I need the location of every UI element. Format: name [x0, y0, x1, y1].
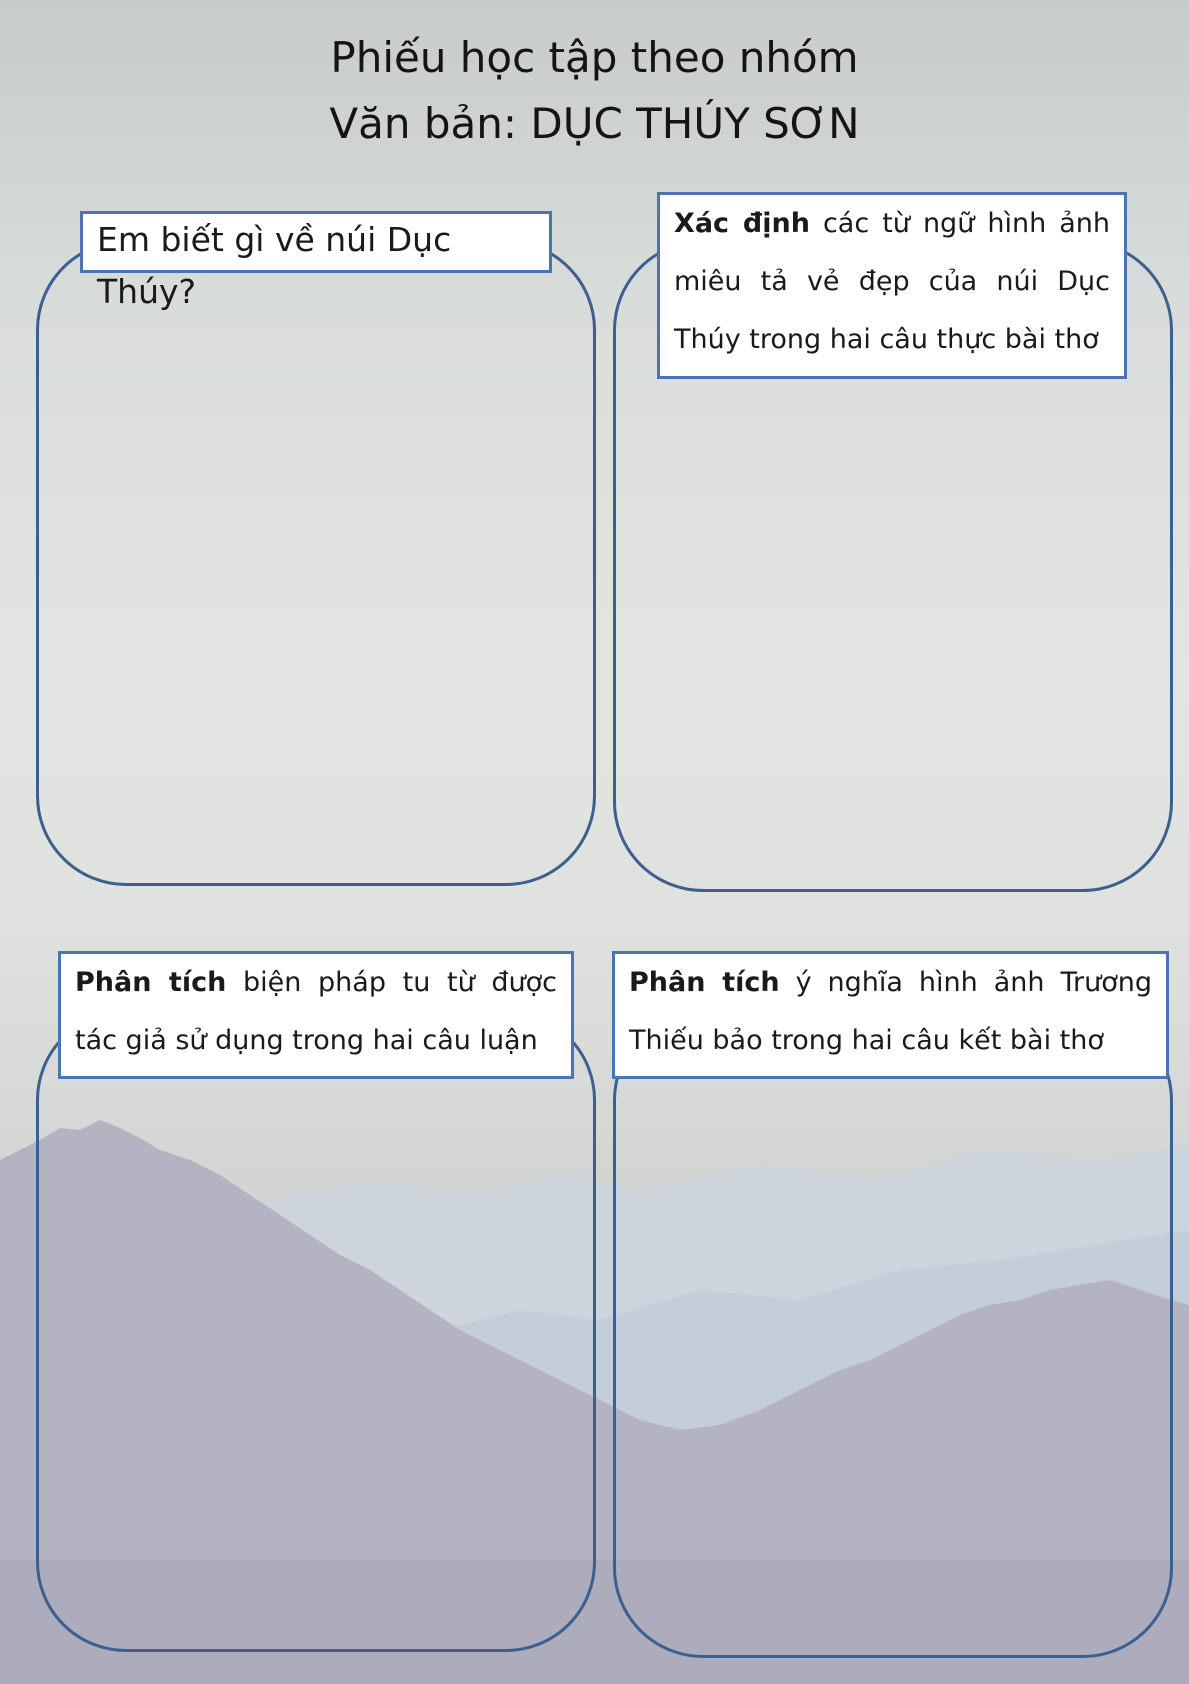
- prompt-bottom-left-text: biện pháp tu từ được tác giả sử dụng trong hai câu luận: [75, 967, 557, 1056]
- prompt-bottom-right-text: ý nghĩa hình ảnh Trương Thiếu bảo trong hai câu kết bài thơ: [629, 967, 1152, 1056]
- worksheet-title: Phiếu học tập theo nhóm: [330, 33, 859, 82]
- text-title: Văn bản: DỤC THÚY SƠN: [329, 99, 860, 148]
- prompt-top-left-text: Em biết gì về núi Dục Thúy?: [97, 220, 452, 311]
- answer-box-top-left[interactable]: [36, 240, 596, 886]
- prompt-bottom-left-bold: Phân tích: [75, 967, 227, 998]
- prompt-bottom-left: [58, 951, 574, 1079]
- prompt-top-right: [657, 192, 1127, 379]
- prompt-top-right-bold: Xác định: [674, 208, 810, 239]
- answer-box-bottom-right[interactable]: [613, 1010, 1173, 1658]
- answer-box-bottom-left[interactable]: [36, 1010, 596, 1652]
- prompt-bottom-right: [612, 951, 1169, 1079]
- prompt-top-right-text: các từ ngữ hình ảnh miêu tả vẻ đẹp của núi Dục Thúy trong hai câu thực bài thơ: [674, 208, 1110, 355]
- prompt-bottom-right-bold: Phân tích: [629, 967, 780, 998]
- prompt-top-left: [80, 211, 552, 311]
